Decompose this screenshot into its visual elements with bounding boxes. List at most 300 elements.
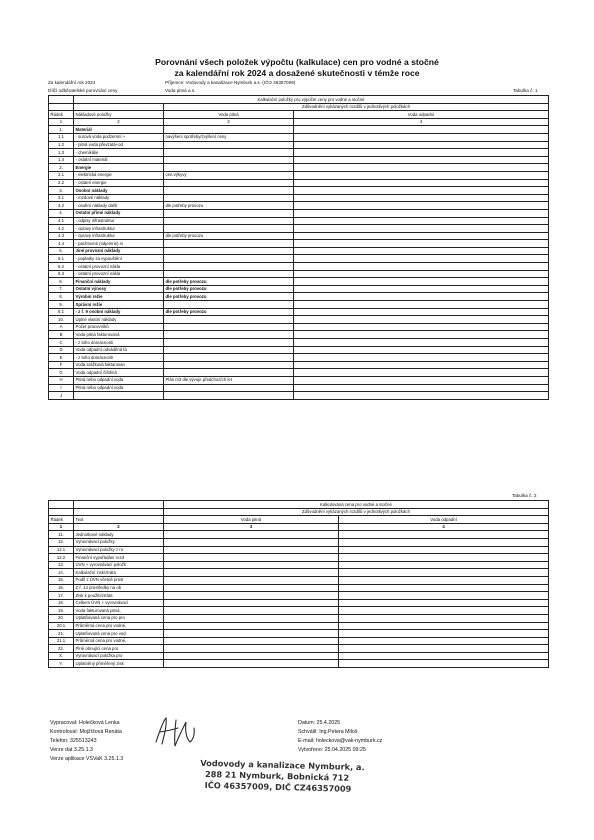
col-number: 4 [294,118,549,126]
cost-item: - poplatky za vypouštění [74,255,164,263]
cost-item: - surová voda podzemní + [74,133,164,141]
cost-item: Pitná nebo odpadní voda [74,384,164,392]
water-reason [164,164,294,172]
price-item: ÚVN + vyrovnávací položk [74,561,164,569]
cost-item: - opravy infrastruktur [74,225,164,233]
water-reason [164,255,294,263]
table-row [49,316,549,324]
water-reason [164,622,339,630]
row-number: 11. [49,531,74,539]
waste-reason [339,569,549,577]
table-row [49,301,549,309]
col-number: 2 [74,523,164,531]
waste-reason [339,592,549,600]
waste-reason [294,331,549,339]
water-reason [164,240,294,248]
water-reason [164,361,294,369]
water-reason [164,630,339,638]
water-reason: dle potřeby provozu [164,293,294,301]
handwritten-signature [150,712,200,752]
water-reason [164,637,339,645]
cost-item: Voda odpadní čištěná [74,369,164,377]
row-number: 21. [49,630,74,638]
cost-item [74,392,164,400]
row-number: 1.4 [49,156,74,164]
cost-item: Jiné provozní náklady [74,247,164,255]
row-number: 2.1 [49,171,74,179]
row-number: 5.2 [49,263,74,271]
water-reason [164,187,294,195]
cost-item: - osobní náklady další [74,202,164,210]
row-number: 8. [49,293,74,301]
waste-reason [294,301,549,309]
table-row [49,660,549,668]
waste-reason [339,637,549,645]
table1-header-cols [49,111,549,119]
cost-item: Ostatní výnosy [74,285,164,293]
table1-header-subtitle: Zdůvodnění vykázaných rozdílů v jednotlivých položkách [164,103,549,111]
table-row [49,187,549,195]
water-reason [164,384,294,392]
table2-label: Tabulka č. 2 [512,493,537,498]
water-reason [164,354,294,362]
row-number: 4. [49,209,74,217]
table-row [49,126,549,134]
waste-reason [294,278,549,286]
water-reason [164,217,294,225]
table-row [49,369,549,377]
waste-reason [294,384,549,392]
cost-item: Pitná nebo odpadní voda [74,376,164,384]
table2-header-sub [49,508,549,516]
water-reason [164,531,339,539]
price-item: Podíl z ÚVN včetně prost [74,576,164,584]
cost-item: - ostatní energie [74,179,164,187]
water-reason [164,607,339,615]
table-row [49,652,549,660]
row-number: 5. [49,247,74,255]
price-item: Jednotkové náklady [74,531,164,539]
water-reason [164,156,294,164]
table-row [49,240,549,248]
row-number: 16. [49,584,74,592]
col-number: 3 [164,523,339,531]
cost-item: - z toho domácnosti [74,354,164,362]
waste-reason [294,187,549,195]
row-number: 4.1 [49,217,74,225]
phone: Telefon: 325513243 [50,738,97,744]
cost-item: Voda odpadní odváděná fa [74,346,164,354]
row-number: 15. [49,576,74,584]
water-reason [164,301,294,309]
waste-reason [294,164,549,172]
col-number: 2 [74,118,164,126]
waste-reason [294,361,549,369]
table-row [49,630,549,638]
water-reason: navýšení spotřeby/zvýšení ceny [164,133,294,141]
waste-reason [339,576,549,584]
waste-reason [294,323,549,331]
table-row [49,278,549,286]
table-row [49,554,549,562]
waste-reason [339,561,549,569]
table2-header-cols [49,516,549,524]
water-reason: dle potřeby provozu [164,278,294,286]
water-reason [164,614,339,622]
water-reason [164,576,339,584]
table-row [49,622,549,630]
price-item: Uplatňovaná cena pro pro [74,614,164,622]
row-number: 20.1 [49,622,74,630]
col-number: 1 [49,118,74,126]
date: Datum: 25.4.2025 [298,720,341,726]
waste-reason [294,217,549,225]
waste-reason [339,531,549,539]
row-number: 5.1 [49,255,74,263]
row-number: E [49,354,74,362]
waste-reason [339,645,549,653]
col-water-header: Voda pitná [164,516,339,524]
cost-item: Správní režie [74,301,164,309]
cost-item: Úplné vlastní náklady [74,316,164,324]
water-reason [164,179,294,187]
table-row [49,561,549,569]
waste-reason [339,607,549,615]
table-row [49,156,549,164]
row-number: 1.2 [49,141,74,149]
table1-header-top [49,96,549,104]
waste-reason [294,285,549,293]
table-row [49,392,549,400]
col-item-header: Nákladové položky [74,111,164,119]
water-reason [164,554,339,562]
waste-reason [294,156,549,164]
cost-items-table [48,95,549,400]
waste-reason [339,584,549,592]
waste-reason [294,202,549,210]
water-reason [164,660,339,668]
water-reason [164,339,294,347]
waste-reason [294,255,549,263]
price-item: Voda fakturovaná pitná, [74,607,164,615]
row-number: B [49,331,74,339]
table-row [49,614,549,622]
cost-item: - z toho domácnosti [74,339,164,347]
water-reason: dle potřeby provozu [164,202,294,210]
region-label: Dílčí odběratelské porovnání ceny [48,88,118,93]
table-row [49,194,549,202]
waste-reason [294,171,549,179]
waste-reason [294,392,549,400]
price-item: Plně obnující cena pro [74,645,164,653]
water-reason [164,346,294,354]
cost-item: - ostatní materiál [74,156,164,164]
table-row [49,584,549,592]
row-number: 7. [49,285,74,293]
row-number: 19. [49,607,74,615]
cost-item: - pachtovné (nájemné) in [74,240,164,248]
water-reason [164,316,294,324]
company-stamp [200,758,365,795]
table-row [49,339,549,347]
table2-number-row [49,523,549,531]
cost-item: - z ř. 9 osobní náklady [74,308,164,316]
water-reason [164,270,294,278]
data-version: Verze dat 3.25.1.3 [50,747,93,753]
waste-reason [294,293,549,301]
table-row [49,376,549,384]
row-number: 21.1 [49,637,74,645]
recipient-label: Příjemce: Vodovody a kanalizace Nymburk a.s. (IČO 46357009) [165,80,296,85]
row-number: 3.1 [49,194,74,202]
price-item: Vyrovnávací položka pro [74,652,164,660]
table-row [49,361,549,369]
table1-header-sub [49,103,549,111]
cost-item: - opravy infrastruktur [74,232,164,240]
table-row [49,569,549,577]
water-reason [164,263,294,271]
stamp-line3: IČO 46357009, DIČ CZ46357009 [204,779,352,794]
table-row [49,232,549,240]
col-waste-header: Voda odpadní [339,516,549,524]
water-reason [164,584,339,592]
price-item: Uplatňovaná cena pro vod [74,630,164,638]
col-row-header: Řádek [49,516,74,524]
price-item: Vyrovnávací položky z ro [74,546,164,554]
cost-item: Ostatní přímé náklady [74,209,164,217]
waste-reason [339,614,549,622]
cost-item: Materiál [74,126,164,134]
col-number: 1 [49,523,74,531]
table-row [49,531,549,539]
row-number: Y. [49,660,74,668]
water-reason [164,126,294,134]
row-number: 12.1 [49,546,74,554]
stamp-line2: 288 21 Nymburk, Bobnická 712 [204,768,350,783]
cost-item: - pitná voda převzatá+od [74,141,164,149]
row-number: 13. [49,561,74,569]
waste-reason [294,232,549,240]
table-row [49,637,549,645]
water-reason [164,149,294,157]
price-item: Celkem ÚVN + vyrovnávací [74,599,164,607]
waste-reason [339,630,549,638]
waste-reason [294,179,549,187]
table-row [49,171,549,179]
table-row [49,599,549,607]
waste-reason [294,225,549,233]
water-reason [164,546,339,554]
created: Vytvořeno: 25.04.2025 09:25 [298,747,366,753]
table-row [49,607,549,615]
waste-reason [339,652,549,660]
waste-reason [294,346,549,354]
row-number: 18. [49,599,74,607]
table-row [49,255,549,263]
water-reason [164,569,339,577]
waste-reason [294,240,549,248]
water-reason: Plán m3 dle vývoje předchozích let [164,376,294,384]
water-reason [164,331,294,339]
waste-reason [294,354,549,362]
table-row [49,285,549,293]
table-row [49,141,549,149]
table-row [49,202,549,210]
waste-reason [294,270,549,278]
table-row [49,217,549,225]
row-number: X. [49,652,74,660]
waste-reason [294,308,549,316]
row-number: C [49,339,74,347]
row-number: F [49,361,74,369]
row-number: 3. [49,187,74,195]
row-number: 3.2 [49,202,74,210]
cost-item: - odpisy infrastruktur [74,217,164,225]
approved-by: Schválil: Ing.Petera Miloš [298,729,358,735]
row-number: 12.2 [49,554,74,562]
row-number: G [49,369,74,377]
cost-item: - elektrická energie [74,171,164,179]
cost-item: - ostatní provozní nákla [74,263,164,271]
price-item: Průměrná cena pro vodné, [74,622,164,630]
row-number: D [49,346,74,354]
row-number: 12. [49,538,74,546]
col-waste-header: Voda odpadní [294,111,549,119]
row-number: 1. [49,126,74,134]
water-reason [164,561,339,569]
table-row [49,247,549,255]
table-row [49,263,549,271]
row-number: 14. [49,569,74,577]
water-reason [164,369,294,377]
cost-item: Počet pracovníků [74,323,164,331]
col-number: 3 [164,118,294,126]
table-row [49,323,549,331]
water-reason [164,645,339,653]
row-number: 1.3 [49,149,74,157]
water-reason: dle potřeby provozu [164,285,294,293]
water-reason [164,392,294,400]
water-reason [164,209,294,217]
table-row [49,179,549,187]
waste-reason [294,126,549,134]
water-reason: dle potřeby provozu [164,308,294,316]
price-item: Průměrná cena pro vodné, [74,637,164,645]
water-reason [164,652,339,660]
price-item: Vyrovnávací položky [74,538,164,546]
waste-reason [339,538,549,546]
waste-reason [294,376,549,384]
table-row [49,164,549,172]
waste-reason [339,554,549,562]
row-number: 2. [49,164,74,172]
water-reason [164,323,294,331]
row-number: 2.2 [49,179,74,187]
waste-reason [339,599,549,607]
table-row [49,576,549,584]
table-row [49,331,549,339]
row-number: 10. [49,316,74,324]
cost-item: Výrobní režie [74,293,164,301]
table1-number-row [49,118,549,126]
waste-reason [294,194,549,202]
row-number: 4.3 [49,232,74,240]
table-row [49,293,549,301]
checked-by: Kontroloval: Mojžíšová Renáta [50,729,122,735]
price-item: Kalkulační zisk/ztráta [74,569,164,577]
row-number: I [49,384,74,392]
table2-header-top [49,501,549,509]
waste-reason [294,263,549,271]
table1-label: Tabulka č. 1 [513,88,538,93]
table-row [49,308,549,316]
table1-header-title: Kalkulační položky pro výpočet ceny pro vodné a stočné [74,96,549,104]
table-row [49,546,549,554]
water-reason [164,225,294,233]
water-reason [164,599,339,607]
table-row [49,645,549,653]
row-number: 4.4 [49,240,74,248]
row-number: J [49,392,74,400]
row-number: 5.3 [49,270,74,278]
waste-reason [294,247,549,255]
col-row-header: Řádek [49,111,74,119]
water-reason [164,247,294,255]
document-title-line2: za kalendářní rok 2024 a dosažené skutečnosti v témže roce [174,68,420,78]
row-number: 9.1 [49,308,74,316]
cost-item: Osobní náklady [74,187,164,195]
cost-item: - chemikálie [74,149,164,157]
cost-item: Finanční náklady [74,278,164,286]
row-number: 9. [49,301,74,309]
water-reason: dle potřeby provozu [164,232,294,240]
row-number: H [49,376,74,384]
water-reason [164,538,339,546]
price-item: Uplatněný přiměřený zisk [74,660,164,668]
table-row [49,538,549,546]
price-item: Finanční vypořádání rozd [74,554,164,562]
waste-reason [294,369,549,377]
email: E-mail: holeckova@vak-nymburk.cz [298,738,383,744]
row-number: A [49,323,74,331]
table-row [49,592,549,600]
col-number: 4 [339,523,549,531]
water-reason [164,194,294,202]
water-reason [164,592,339,600]
table-row [49,354,549,362]
document-title-line1: Porovnání všech položek výpočtu (kalkulace) cen pro vodné a stočné [155,57,439,67]
cost-item: - mzdové náklady [74,194,164,202]
calculated-price-table [48,500,549,668]
row-number: 4.2 [49,225,74,233]
row-number: 1.1 [49,133,74,141]
row-number: 20. [49,614,74,622]
price-item: Z ř. 14 prostředky na ob [74,584,164,592]
row-number: 6. [49,278,74,286]
cost-item: Voda srážková fakturovan [74,361,164,369]
col-water-header: Voda pitná [164,111,294,119]
waste-reason [294,316,549,324]
waste-reason [294,141,549,149]
water-reason: cen.výkyvy [164,171,294,179]
price-item: Zisk k použití/ztráta [74,592,164,600]
row-number: 22. [49,645,74,653]
waste-reason [339,622,549,630]
table2-header-title: Kalkulovaná cena pro vodné a stočné [164,501,549,509]
row-number: 17. [49,592,74,600]
waste-reason [294,209,549,217]
stamp-line1: Vodovody a kanalizace Nymburk, a. [200,757,365,773]
